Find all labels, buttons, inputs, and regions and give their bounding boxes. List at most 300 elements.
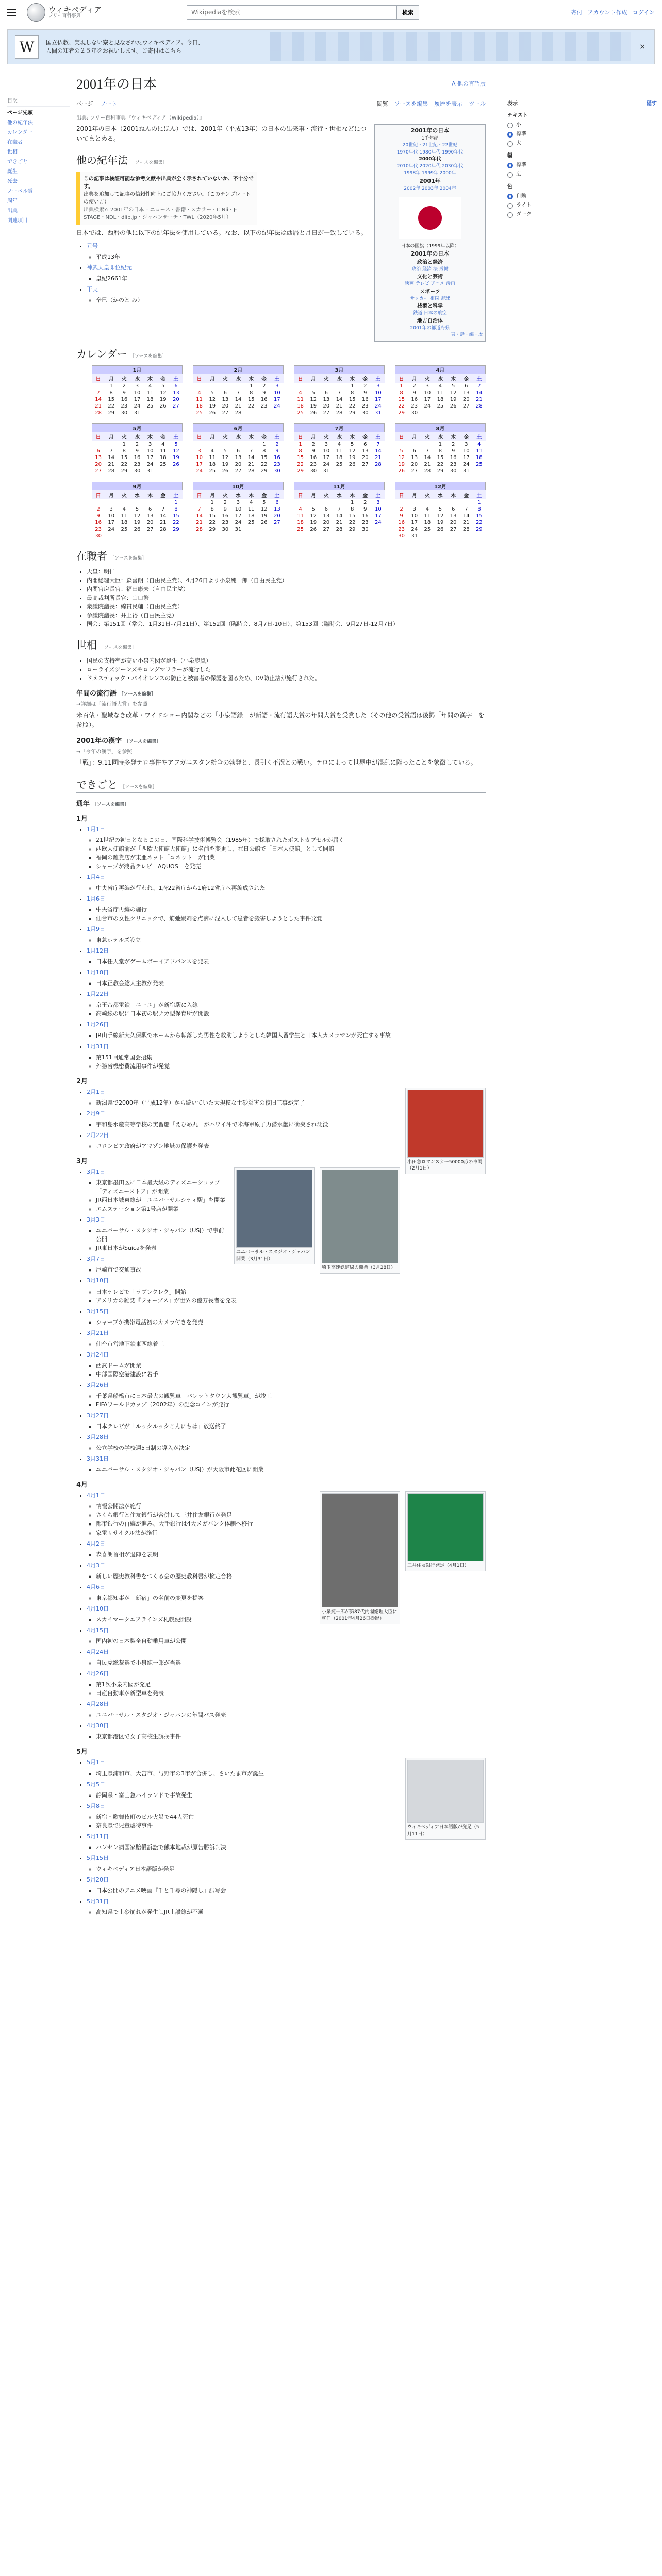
calendar-day[interactable]: 15 <box>173 513 179 519</box>
calendar-day[interactable]: 18 <box>336 454 343 461</box>
calendar-day[interactable]: 27 <box>222 410 229 416</box>
calendar-day[interactable]: 27 <box>173 403 179 409</box>
toc-item[interactable]: ページ先頭 <box>7 110 33 116</box>
edit-link[interactable]: ［ソースを編集］ <box>119 691 156 697</box>
toc-item[interactable]: ノーベル賞 <box>7 189 33 194</box>
calendar-day[interactable]: 17 <box>411 519 418 526</box>
calendar-day[interactable]: 16 <box>222 513 229 519</box>
calendar-day[interactable]: 7 <box>477 383 481 389</box>
calendar-day[interactable]: 6 <box>451 506 455 512</box>
calendar-day[interactable]: 5 <box>311 389 315 396</box>
calendar-day[interactable]: 18 <box>297 519 304 526</box>
day-link[interactable]: 4月1日 <box>87 1492 105 1499</box>
calendar-day[interactable]: 1 <box>350 499 354 505</box>
calendar-day[interactable]: 18 <box>424 519 431 526</box>
radio-icon[interactable] <box>507 163 513 168</box>
calendar-day[interactable]: 3 <box>148 441 152 447</box>
calendar-day[interactable]: 15 <box>247 396 255 402</box>
calendar-day[interactable]: 16 <box>260 396 268 402</box>
calendar-day[interactable]: 15 <box>209 513 216 519</box>
calendar-day[interactable]: 4 <box>148 383 152 389</box>
tab-1[interactable]: ノート <box>100 100 118 107</box>
calendar-day[interactable]: 4 <box>337 441 341 447</box>
calendar-day[interactable]: 29 <box>476 526 483 532</box>
menu-icon[interactable] <box>7 6 20 19</box>
calendar-day[interactable]: 19 <box>310 519 317 526</box>
calendar-day[interactable]: 3 <box>109 506 113 512</box>
calendar-day[interactable]: 18 <box>146 396 154 402</box>
hatnote[interactable]: →「今年の漢字」を参照 <box>76 749 133 755</box>
calendar-day[interactable]: 23 <box>361 403 369 409</box>
calendar-day[interactable]: 10 <box>274 389 280 396</box>
calendar-day[interactable]: 2 <box>223 499 227 505</box>
calendar-day[interactable]: 15 <box>260 454 268 461</box>
calendar-day[interactable]: 31 <box>235 526 242 532</box>
calendar-day[interactable]: 7 <box>197 506 201 512</box>
calendar-day[interactable]: 16 <box>411 396 418 402</box>
calendar-day[interactable]: 2 <box>400 506 403 512</box>
calendar-day[interactable]: 6 <box>363 441 367 447</box>
calendar-day[interactable]: 29 <box>260 468 268 474</box>
calendar-day[interactable]: 29 <box>437 468 444 474</box>
calendar-day[interactable]: 18 <box>159 454 167 461</box>
calendar-day[interactable]: 19 <box>159 396 167 402</box>
infobox-line[interactable]: 1998年 1999年 2000年 <box>404 171 456 176</box>
edit-link[interactable]: ［ソースを編集］ <box>110 555 147 561</box>
calendar-day[interactable]: 29 <box>121 468 128 474</box>
calendar-day[interactable]: 5 <box>451 383 455 389</box>
calendar-day[interactable]: 24 <box>235 519 242 526</box>
calendar-day[interactable]: 11 <box>121 513 128 519</box>
calendar-day[interactable]: 1 <box>262 441 266 447</box>
day-link[interactable]: 2月9日 <box>87 1110 105 1117</box>
calendar-day[interactable]: 29 <box>349 526 356 532</box>
search-input[interactable] <box>187 5 397 20</box>
calendar-day[interactable]: 14 <box>95 396 102 402</box>
calendar-day[interactable]: 6 <box>174 383 178 389</box>
calendar-day[interactable]: 26 <box>450 403 457 409</box>
radio-icon[interactable] <box>507 172 513 178</box>
day-link[interactable]: 1月1日 <box>87 825 105 833</box>
day-link[interactable]: 3月15日 <box>87 1308 109 1315</box>
calendar-day[interactable]: 16 <box>361 396 369 402</box>
calendar-day[interactable]: 24 <box>196 468 203 474</box>
day-link[interactable]: 1月12日 <box>87 947 109 955</box>
calendar-day[interactable]: 3 <box>465 441 468 447</box>
calendar-day[interactable]: 24 <box>108 526 115 532</box>
radio-option[interactable] <box>507 170 657 179</box>
calendar-day[interactable]: 26 <box>209 410 216 416</box>
calendar-day[interactable]: 28 <box>375 461 382 467</box>
radio-option[interactable] <box>507 121 657 130</box>
day-link[interactable]: 3月28日 <box>87 1434 109 1441</box>
calendar-day[interactable]: 2 <box>135 441 139 447</box>
calendar-day[interactable]: 21 <box>375 454 382 461</box>
calendar-day[interactable]: 20 <box>173 396 179 402</box>
calendar-day[interactable]: 17 <box>274 396 280 402</box>
calendar-day[interactable]: 12 <box>173 448 179 454</box>
day-link[interactable]: 5月8日 <box>87 1802 105 1809</box>
day-link[interactable]: 5月1日 <box>87 1759 105 1766</box>
month-heading[interactable]: 7月 <box>294 423 385 432</box>
calendar-day[interactable]: 27 <box>274 519 280 526</box>
calendar-day[interactable]: 4 <box>122 506 126 512</box>
calendar-day[interactable]: 24 <box>375 519 382 526</box>
calendar-day[interactable]: 21 <box>95 403 102 409</box>
calendar-day[interactable]: 6 <box>324 506 328 512</box>
day-link[interactable]: 1月31日 <box>87 1043 109 1050</box>
calendar-day[interactable]: 30 <box>361 410 369 416</box>
calendar-day[interactable]: 6 <box>223 389 227 396</box>
calendar-day[interactable]: 13 <box>411 454 418 461</box>
calendar-day[interactable]: 19 <box>310 403 317 409</box>
calendar-day[interactable]: 27 <box>235 468 242 474</box>
radio-option[interactable] <box>507 161 657 170</box>
calendar-day[interactable]: 25 <box>437 403 444 409</box>
calendar-day[interactable]: 2 <box>412 383 416 389</box>
calendar-day[interactable]: 4 <box>299 506 302 512</box>
calendar-day[interactable]: 5 <box>135 506 139 512</box>
calendar-day[interactable]: 22 <box>121 461 128 467</box>
calendar-day[interactable]: 23 <box>121 403 128 409</box>
calendar-day[interactable]: 23 <box>361 519 369 526</box>
calendar-day[interactable]: 17 <box>196 461 203 467</box>
calendar-day[interactable]: 13 <box>462 389 470 396</box>
month-heading[interactable]: 3月 <box>294 365 385 374</box>
calendar-day[interactable]: 8 <box>400 389 403 396</box>
calendar-day[interactable]: 10 <box>424 389 431 396</box>
calendar-day[interactable]: 31 <box>323 468 330 474</box>
calendar-day[interactable]: 19 <box>398 461 405 467</box>
hatnote[interactable]: →詳細は「流行語大賞」を参照 <box>76 701 148 707</box>
calendar-day[interactable]: 5 <box>174 441 178 447</box>
day-link[interactable]: 4月24日 <box>87 1649 109 1656</box>
hide-button[interactable]: 隠す <box>647 101 657 107</box>
radio-option[interactable] <box>507 139 657 148</box>
month-heading[interactable]: 8月 <box>395 423 486 432</box>
calendar-day[interactable]: 15 <box>297 454 304 461</box>
calendar-day[interactable]: 25 <box>247 519 255 526</box>
calendar-day[interactable]: 25 <box>209 468 216 474</box>
calendar-day[interactable]: 4 <box>299 389 302 396</box>
radio-option[interactable] <box>507 201 657 210</box>
calendar-day[interactable]: 17 <box>108 519 115 526</box>
calendar-day[interactable]: 23 <box>411 403 418 409</box>
day-link[interactable]: 1月22日 <box>87 991 109 998</box>
calendar-day[interactable]: 30 <box>398 533 405 539</box>
calendar-day[interactable]: 5 <box>438 506 442 512</box>
calendar-day[interactable]: 13 <box>323 396 330 402</box>
calendar-day[interactable]: 25 <box>476 461 483 467</box>
calendar-day[interactable]: 13 <box>323 513 330 519</box>
day-link[interactable]: 1月4日 <box>87 873 105 880</box>
calendar-day[interactable]: 8 <box>299 448 302 454</box>
calendar-day[interactable]: 20 <box>462 396 470 402</box>
tab-right-3[interactable]: ツール <box>469 100 486 107</box>
day-link[interactable]: 3月10日 <box>87 1277 109 1284</box>
calendar-day[interactable]: 30 <box>134 468 141 474</box>
calendar-day[interactable]: 20 <box>323 403 330 409</box>
calendar-day[interactable]: 13 <box>450 513 457 519</box>
calendar-day[interactable]: 3 <box>236 499 240 505</box>
calendar-day[interactable]: 5 <box>262 499 266 505</box>
toc-item[interactable]: 出典 <box>7 208 18 214</box>
infobox-line[interactable]: 1970年代 1980年代 1990年代 <box>396 149 464 155</box>
calendar-day[interactable]: 22 <box>476 519 483 526</box>
calendar-day[interactable]: 13 <box>361 448 369 454</box>
calendar-day[interactable]: 24 <box>424 403 431 409</box>
calendar-day[interactable]: 23 <box>95 526 102 532</box>
calendar-day[interactable]: 25 <box>146 403 154 409</box>
day-link[interactable]: 4月30日 <box>87 1722 109 1730</box>
calendar-day[interactable]: 18 <box>121 519 128 526</box>
calendar-day[interactable]: 21 <box>336 519 343 526</box>
calendar-day[interactable]: 26 <box>260 519 268 526</box>
calendar-day[interactable]: 5 <box>223 448 227 454</box>
day-link[interactable]: 1月26日 <box>87 1021 109 1028</box>
calendar-day[interactable]: 21 <box>476 396 483 402</box>
calendar-day[interactable]: 25 <box>297 526 304 532</box>
day-link[interactable]: 3月26日 <box>87 1381 109 1388</box>
month-heading[interactable]: 1月 <box>92 365 183 374</box>
calendar-day[interactable]: 7 <box>465 506 468 512</box>
calendar-day[interactable]: 7 <box>249 448 253 454</box>
calendar-day[interactable]: 23 <box>260 403 268 409</box>
calendar-day[interactable]: 8 <box>249 389 253 396</box>
calendar-day[interactable]: 20 <box>450 519 457 526</box>
calendar-day[interactable]: 8 <box>109 389 113 396</box>
calendar-day[interactable]: 7 <box>161 506 165 512</box>
infobox-line[interactable]: 2010年代 2020年代 2030年代 <box>396 163 464 169</box>
day-link[interactable]: 1月9日 <box>87 926 105 933</box>
calendar-day[interactable]: 15 <box>349 396 356 402</box>
calendar-day[interactable]: 14 <box>235 396 242 402</box>
toc-item[interactable]: 世相 <box>7 149 18 155</box>
calendar-day[interactable]: 19 <box>134 519 141 526</box>
day-link[interactable]: 5月20日 <box>87 1876 109 1883</box>
calendar-day[interactable]: 25 <box>297 410 304 416</box>
calendar-day[interactable]: 5 <box>400 448 403 454</box>
calendar-day[interactable]: 6 <box>236 448 240 454</box>
calendar-day[interactable]: 13 <box>173 389 179 396</box>
calendar-day[interactable]: 21 <box>159 519 167 526</box>
calendar-day[interactable]: 30 <box>222 526 229 532</box>
calendar-day[interactable]: 28 <box>336 526 343 532</box>
calendar-day[interactable]: 27 <box>361 461 369 467</box>
calendar-day[interactable]: 25 <box>159 461 167 467</box>
tab-right-0[interactable]: 閲覧 <box>376 100 388 107</box>
calendar-day[interactable]: 10 <box>411 513 418 519</box>
calendar-day[interactable]: 21 <box>247 461 255 467</box>
calendar-day[interactable]: 17 <box>375 513 382 519</box>
calendar-day[interactable]: 4 <box>425 506 429 512</box>
calendar-day[interactable]: 11 <box>146 389 154 396</box>
calendar-day[interactable]: 8 <box>122 448 126 454</box>
calendar-day[interactable]: 2 <box>363 383 367 389</box>
calendar-day[interactable]: 27 <box>146 526 154 532</box>
calendar-day[interactable]: 23 <box>310 461 317 467</box>
day-link[interactable]: 3月21日 <box>87 1329 109 1336</box>
japan-flag-image[interactable] <box>399 197 461 239</box>
calendar-day[interactable]: 10 <box>146 448 154 454</box>
calendar-day[interactable]: 20 <box>323 519 330 526</box>
calendar-day[interactable]: 8 <box>350 506 354 512</box>
calendar-day[interactable]: 21 <box>336 403 343 409</box>
calendar-day[interactable]: 8 <box>262 448 266 454</box>
calendar-day[interactable]: 11 <box>297 396 304 402</box>
day-link[interactable]: 5月11日 <box>87 1833 109 1840</box>
calendar-day[interactable]: 27 <box>462 403 470 409</box>
day-link[interactable]: 3月27日 <box>87 1412 109 1419</box>
calendar-day[interactable]: 27 <box>323 410 330 416</box>
calendar-day[interactable]: 21 <box>235 403 242 409</box>
calendar-day[interactable]: 30 <box>95 533 102 539</box>
calendar-day[interactable]: 8 <box>350 389 354 396</box>
calendar-day[interactable]: 12 <box>159 389 167 396</box>
calendar-day[interactable]: 2 <box>275 441 279 447</box>
infobox-line[interactable]: 2001年の都道府県 <box>410 325 450 331</box>
calendar-day[interactable]: 28 <box>462 526 470 532</box>
calendar-day[interactable]: 30 <box>274 468 280 474</box>
calendar-day[interactable]: 11 <box>297 513 304 519</box>
calendar-day[interactable]: 1 <box>477 499 481 505</box>
calendar-day[interactable]: 22 <box>173 519 179 526</box>
calendar-day[interactable]: 1 <box>350 383 354 389</box>
calendar-day[interactable]: 12 <box>310 513 317 519</box>
calendar-day[interactable]: 9 <box>311 448 315 454</box>
month-heading[interactable]: 11月 <box>294 482 385 490</box>
day-link[interactable]: 4月6日 <box>87 1583 105 1590</box>
calendar-day[interactable]: 24 <box>274 403 280 409</box>
calendar-day[interactable]: 22 <box>398 403 405 409</box>
month-heading[interactable]: 4月 <box>395 365 486 374</box>
calendar-day[interactable]: 9 <box>451 448 455 454</box>
day-link[interactable]: 3月7日 <box>87 1256 105 1263</box>
month-heading[interactable]: 2月 <box>193 365 284 374</box>
calendar-day[interactable]: 9 <box>412 389 416 396</box>
calendar-day[interactable]: 31 <box>462 468 470 474</box>
calendar-day[interactable]: 21 <box>108 461 115 467</box>
site-logo[interactable] <box>27 3 114 22</box>
calendar-day[interactable]: 16 <box>274 454 280 461</box>
calendar-day[interactable]: 11 <box>159 448 167 454</box>
calendar-day[interactable]: 24 <box>375 403 382 409</box>
calendar-day[interactable]: 7 <box>376 441 380 447</box>
calendar-day[interactable]: 5 <box>161 383 165 389</box>
banner-text-2[interactable]: 人間の知者の２５年をお祝いします。ご寄付はこちら <box>46 47 182 54</box>
calendar-day[interactable]: 6 <box>465 383 468 389</box>
calendar-day[interactable]: 6 <box>148 506 152 512</box>
calendar-day[interactable]: 14 <box>336 513 343 519</box>
calendar-day[interactable]: 4 <box>210 448 214 454</box>
calendar-day[interactable]: 29 <box>173 526 179 532</box>
calendar-day[interactable]: 1 <box>249 383 253 389</box>
calendar-day[interactable]: 17 <box>134 396 141 402</box>
calendar-day[interactable]: 28 <box>95 410 102 416</box>
calendar-day[interactable]: 9 <box>400 513 403 519</box>
calendar-day[interactable]: 22 <box>349 519 356 526</box>
calendar-day[interactable]: 14 <box>424 454 431 461</box>
calendar-day[interactable]: 28 <box>159 526 167 532</box>
calendar-day[interactable]: 27 <box>411 468 418 474</box>
calendar-day[interactable]: 10 <box>235 506 242 512</box>
calendar-day[interactable]: 20 <box>146 519 154 526</box>
radio-icon[interactable] <box>507 203 513 209</box>
calendar-day[interactable]: 4 <box>249 499 253 505</box>
month-heading[interactable]: 9月 <box>92 482 183 490</box>
calendar-day[interactable]: 1 <box>122 441 126 447</box>
calendar-day[interactable]: 25 <box>196 410 203 416</box>
calendar-day[interactable]: 9 <box>122 389 126 396</box>
calendar-day[interactable]: 12 <box>450 389 457 396</box>
calendar-day[interactable]: 10 <box>375 389 382 396</box>
calendar-day[interactable]: 1 <box>174 499 178 505</box>
thumbnail-image[interactable] <box>322 1493 398 1607</box>
calendar-day[interactable]: 15 <box>349 513 356 519</box>
calendar-day[interactable]: 14 <box>108 454 115 461</box>
calendar-day[interactable]: 3 <box>324 441 328 447</box>
calendar-day[interactable]: 6 <box>96 448 100 454</box>
thumbnail-image[interactable] <box>407 1760 484 1823</box>
calendar-day[interactable]: 3 <box>412 506 416 512</box>
calendar-day[interactable]: 23 <box>450 461 457 467</box>
list-item[interactable]: 元号 <box>87 242 98 249</box>
calendar-day[interactable]: 25 <box>121 526 128 532</box>
infobox-line[interactable]: 映画 テレビ アニメ 漫画 <box>405 281 455 286</box>
edit-link[interactable]: ［ソースを編集］ <box>120 784 157 790</box>
calendar-day[interactable]: 5 <box>210 389 214 396</box>
calendar-day[interactable]: 1 <box>438 441 442 447</box>
calendar-day[interactable]: 3 <box>376 499 380 505</box>
day-link[interactable]: 1月6日 <box>87 895 105 902</box>
tab-right-1[interactable]: ソースを編集 <box>394 100 428 107</box>
radio-option[interactable] <box>507 210 657 219</box>
calendar-day[interactable]: 26 <box>134 526 141 532</box>
day-link[interactable]: 2月22日 <box>87 1131 109 1139</box>
toc-item[interactable]: 誕生 <box>7 169 18 175</box>
calendar-day[interactable]: 26 <box>173 461 179 467</box>
thumbnail-image[interactable] <box>236 1170 312 1248</box>
day-link[interactable]: 3月1日 <box>87 1168 105 1175</box>
day-link[interactable]: 4月15日 <box>87 1626 109 1634</box>
day-link[interactable]: 3月31日 <box>87 1455 109 1463</box>
calendar-day[interactable]: 30 <box>310 468 317 474</box>
calendar-day[interactable]: 22 <box>209 519 216 526</box>
user-link[interactable]: ログイン <box>632 9 655 16</box>
calendar-day[interactable]: 2 <box>363 499 367 505</box>
calendar-day[interactable]: 21 <box>196 519 203 526</box>
calendar-day[interactable]: 18 <box>476 454 483 461</box>
calendar-day[interactable]: 5 <box>350 441 354 447</box>
tab-right-2[interactable]: 履歴を表示 <box>434 100 463 107</box>
radio-option[interactable] <box>507 192 657 201</box>
calendar-day[interactable]: 12 <box>222 454 229 461</box>
calendar-day[interactable]: 29 <box>209 526 216 532</box>
calendar-day[interactable]: 14 <box>462 513 470 519</box>
calendar-day[interactable]: 4 <box>477 441 481 447</box>
list-item[interactable]: 神武天皇即位紀元 <box>87 264 132 271</box>
calendar-day[interactable]: 19 <box>437 519 444 526</box>
calendar-day[interactable]: 11 <box>209 454 216 461</box>
calendar-day[interactable]: 2 <box>96 506 100 512</box>
calendar-day[interactable]: 12 <box>398 454 405 461</box>
calendar-day[interactable]: 15 <box>121 454 128 461</box>
calendar-day[interactable]: 1 <box>210 499 214 505</box>
calendar-day[interactable]: 10 <box>108 513 115 519</box>
calendar-day[interactable]: 30 <box>121 410 128 416</box>
edit-link[interactable]: ［ソースを編集］ <box>129 353 167 359</box>
calendar-day[interactable]: 14 <box>247 454 255 461</box>
